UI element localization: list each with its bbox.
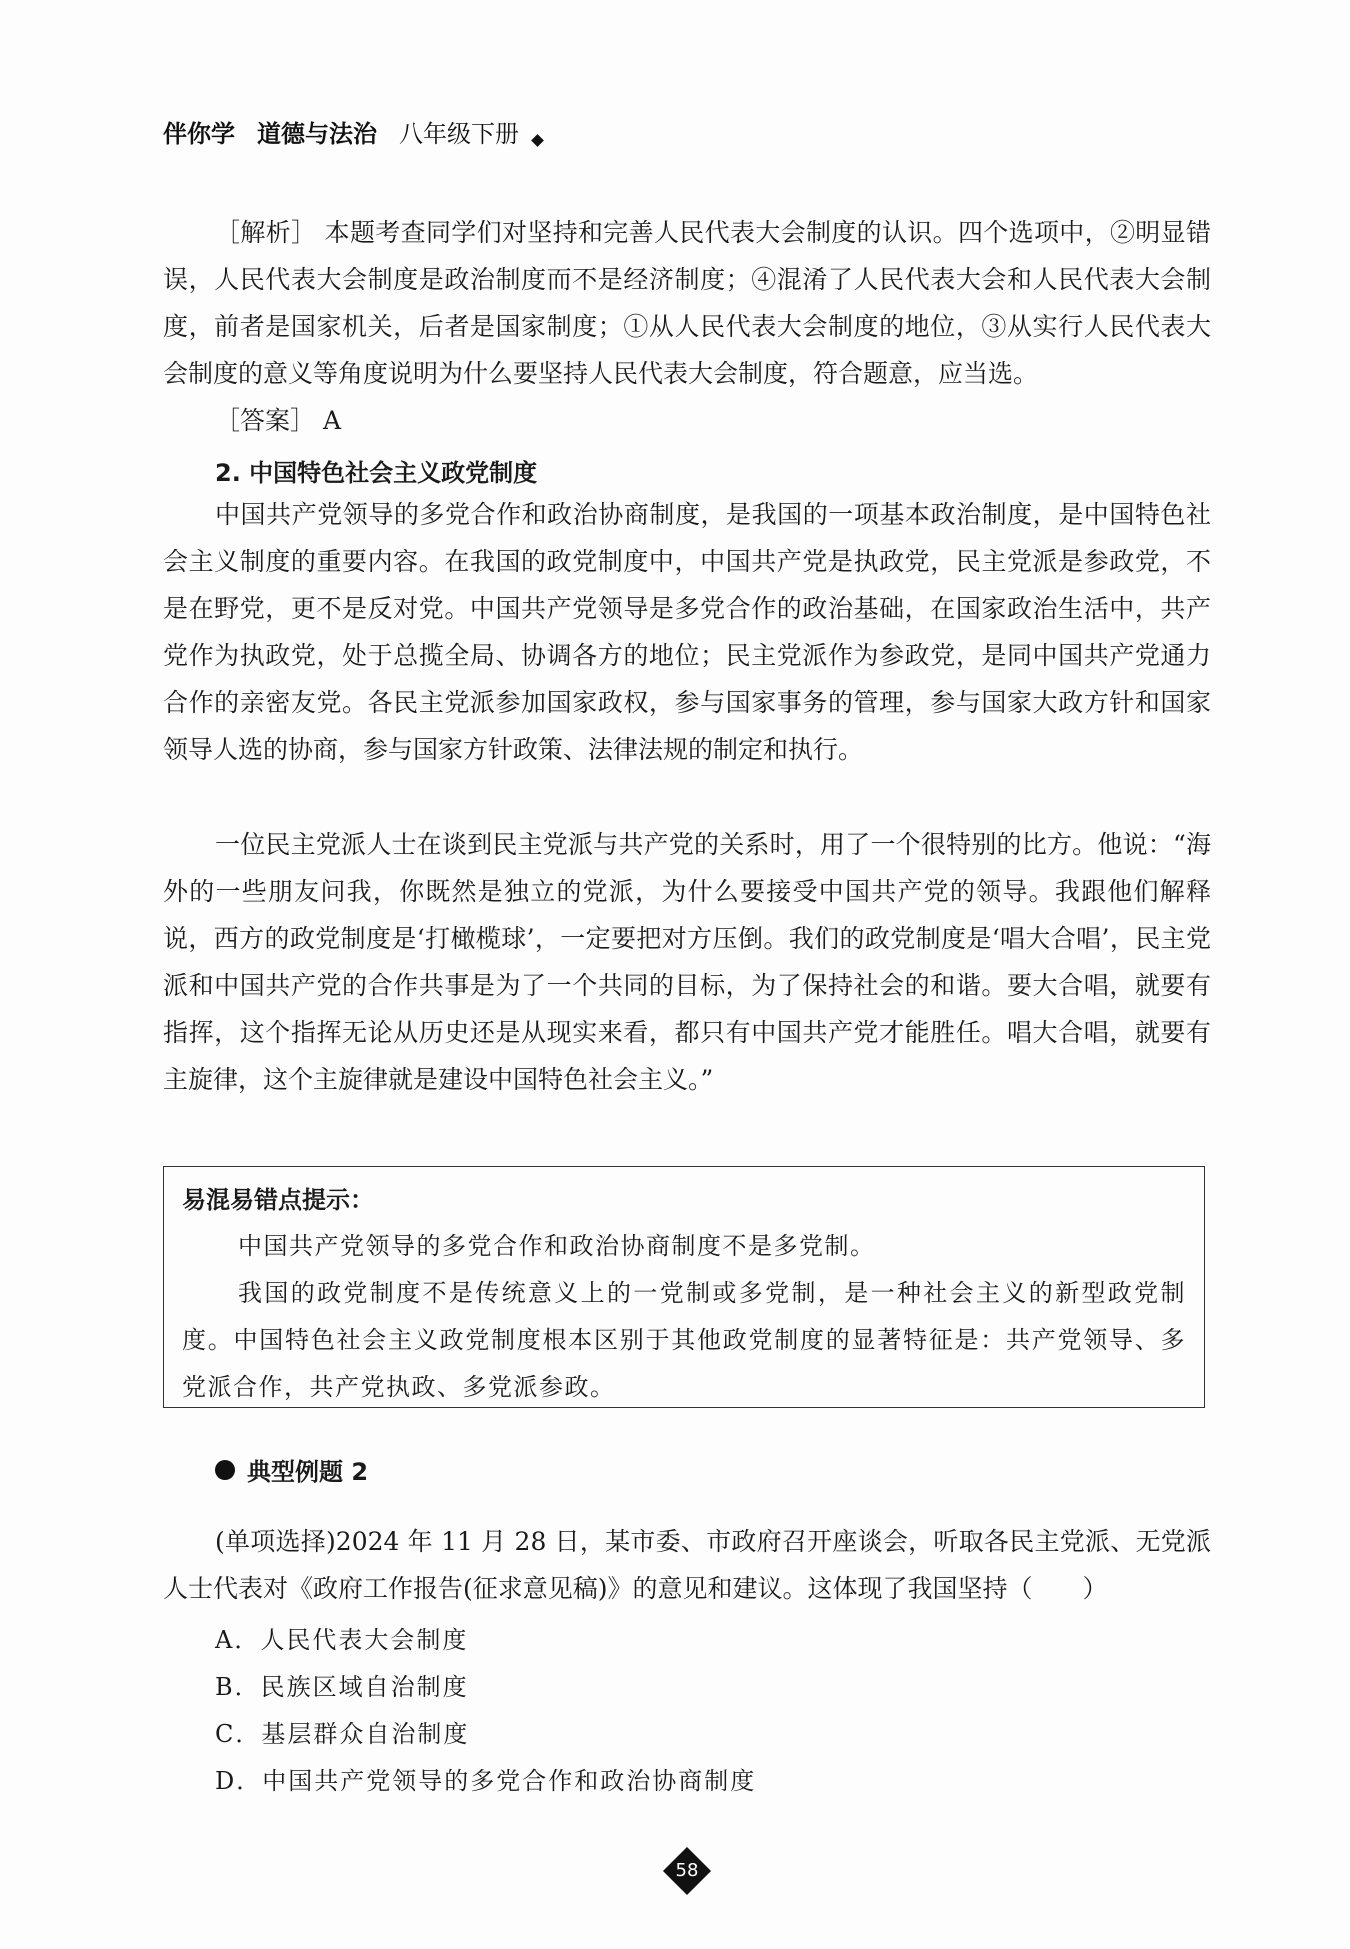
option-a: A．人民代表大会制度 [215, 1626, 469, 1654]
header-subject: 道德与法治 [257, 120, 377, 148]
page-number: 58 [675, 1860, 699, 1881]
analysis-paragraph [163, 209, 1211, 397]
section-paragraph-1: 中国共产党领导的多党合作和政治协商制度，是我国的一项基本政治制度，是中国特色社会主义制度的重要内容。在我国的政党制度中，中国共产党是执政党，民主党派是参政党，不是在野党，更不是反对党。中国共产党领导是多党合作的政治基础，在国家政治生活中，共产党作为执政党，处于总揽全局、协调各方的地位；民主党派作为参政党，是同中国共产党通力合作的亲密友党。各民主党派参加国家政权，参与国家事务的管理，参与国家大政方针和国家领导人选的协商，参与国家方针政策、法律法规的制定和执行。 [163, 500, 1211, 764]
header-diamond-icon [531, 134, 544, 147]
example-question: (单项选择)2024 年 11 月 28 日，某市委、市政府召开座谈会，听取各民主党派、无党派人士代表对《政府工作报告(征求意见稿)》的意见和建议。这体现了我国坚持（ ） [163, 1527, 1211, 1603]
answer-value: A [322, 406, 342, 435]
analysis-text: 本题考查同学们对坚持和完善人民代表大会制度的认识。四个选项中，②明显错误，人民代表大会制度是政治制度而不是经济制度；④混淆了人民代表大会和人民代表大会制度，前者是国家机关，后者是国家制度；①从人民代表大会制度的地位，③从实行人民代表大会制度的意义等角度说明为什么要坚持人民代表大会制度，符合题意，应当选。 [163, 218, 1211, 388]
page-header [163, 114, 542, 149]
tip-line-2: 我国的政党制度不是传统意义上的一党制或多党制，是一种社会主义的新型政党制度。中国特色社会主义政党制度根本区别于其他政党制度的显著特征是：共产党领导、多党派合作，共产党执政、多党派参政。 [182, 1279, 1186, 1401]
example-heading-text: 典型例题 2 [247, 1458, 369, 1486]
page-number-badge [662, 1846, 712, 1896]
option-d: D．中国共产党领导的多党合作和政治协商制度 [215, 1767, 757, 1795]
tip-box [163, 1166, 1205, 1408]
tip-title: 易混易错点提示： [182, 1186, 374, 1214]
example-heading [215, 1452, 368, 1487]
section-paragraph-2: 一位民主党派人士在谈到民主党派与共产党的关系时，用了一个很特别的比方。他说：“海外的一些朋友问我，你既然是独立的党派，为什么要接受中国共产党的领导。我跟他们解释说，西方的政党制度是‘打橄榄球’，一定要把对方压倒。我们的政党制度是‘唱大合唱’，民主党派和中国共产党的合作共事是为了一个共同的目标，为了保持社会的和谐。要大合唱，就要有指挥，这个指挥无论从历史还是从现实来看，都只有中国共产党才能胜任。唱大合唱，就要有主旋律，这个主旋律就是建设中国特色社会主义。” [163, 830, 1211, 1094]
option-c: C．基层群众自治制度 [215, 1720, 470, 1748]
tip-line-1: 中国共产党领导的多党合作和政治协商制度不是多党制。 [238, 1232, 876, 1260]
answer-tag: ［答案］ [215, 406, 316, 435]
analysis-tag: ［解析］ [215, 218, 317, 247]
option-b: B．民族区域自治制度 [215, 1673, 469, 1701]
option-list [215, 1617, 756, 1805]
answer-line [163, 397, 1211, 444]
header-grade: 八年级下册 [399, 120, 519, 148]
section-heading: 2. 中国特色社会主义政党制度 [215, 459, 538, 487]
header-brand: 伴你学 [163, 120, 235, 148]
bullet-icon [215, 1460, 235, 1480]
